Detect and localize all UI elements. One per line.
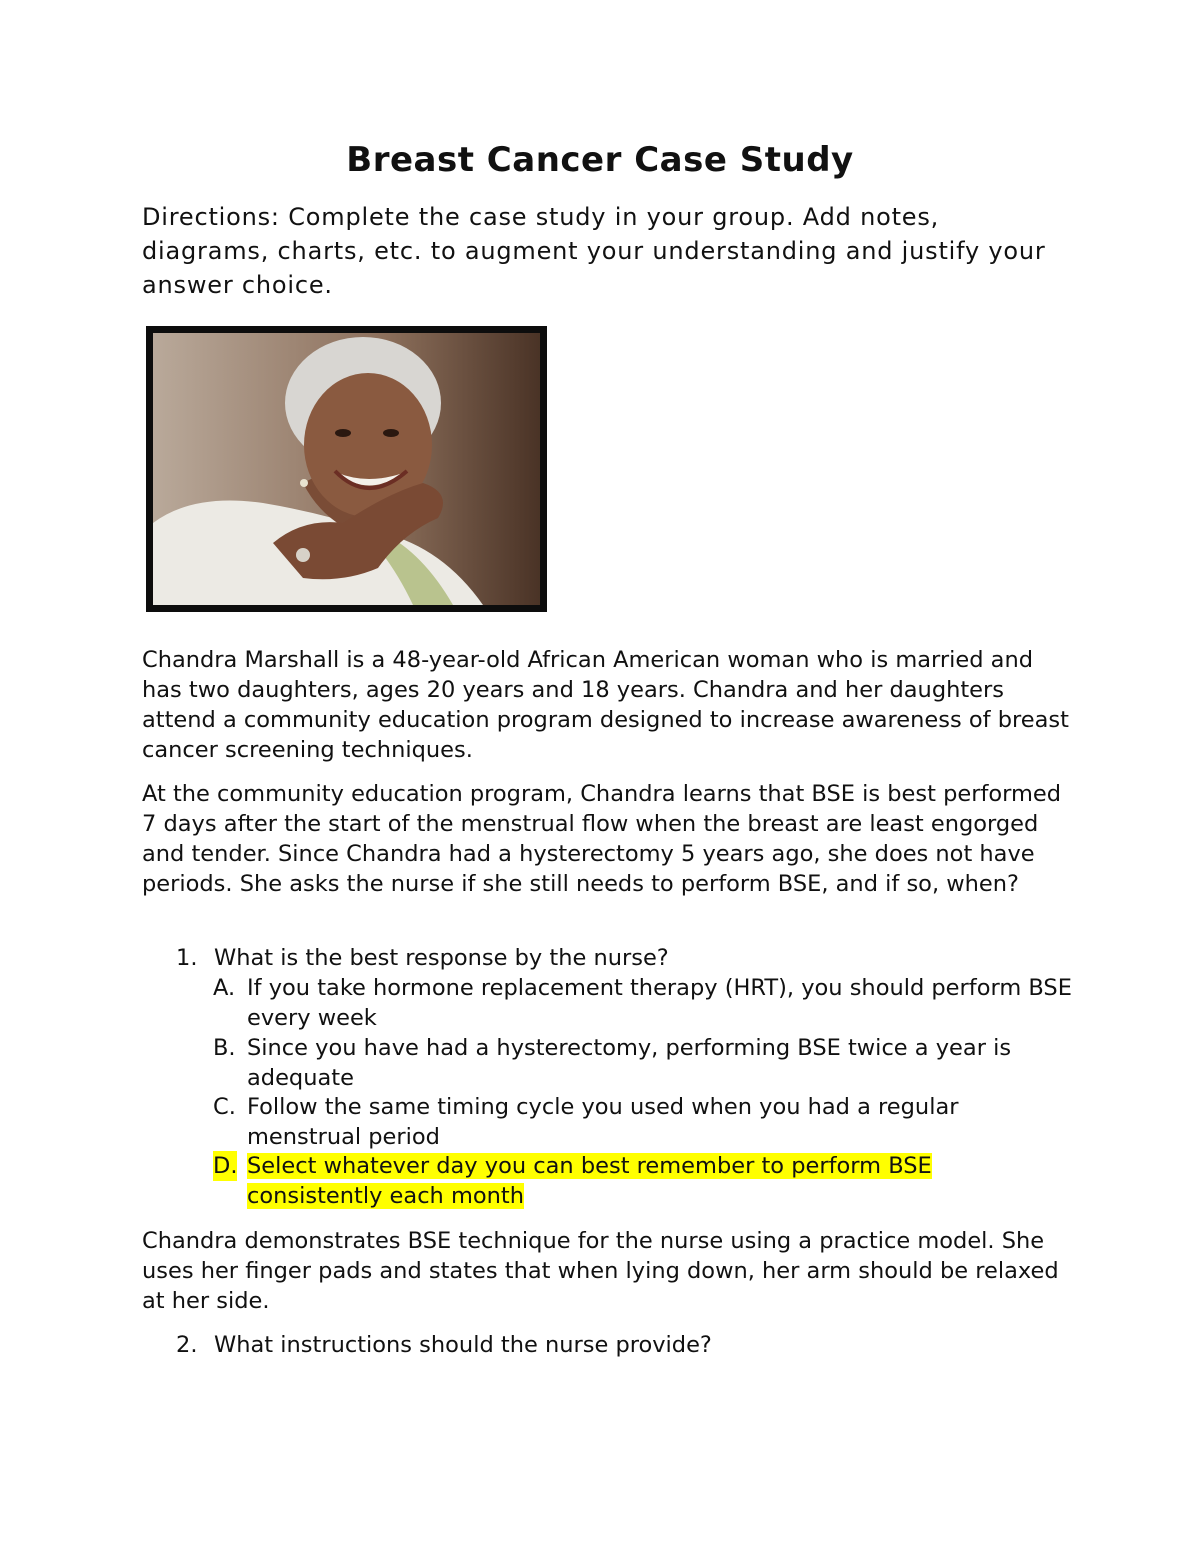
- question-2-text: What instructions should the nurse provide?: [214, 1332, 712, 1358]
- case-paragraph-demonstration: Chandra demonstrates BSE technique for the nurse using a practice model. She uses her finger pads and states that when lying down, her arm should be relaxed at her side.: [142, 1228, 1059, 1314]
- option-text: Since you have had a hysterectomy, performing BSE twice a year is adequate: [247, 1035, 1012, 1091]
- answer-option-a: [213, 973, 1073, 1033]
- question-2-number: 2.: [176, 1332, 198, 1358]
- option-text-wrapper: [213, 1151, 1073, 1211]
- portrait-photo: [146, 326, 547, 612]
- highlighted-answer-text: Select whatever day you can best remember to perform BSE consistently each month: [247, 1153, 932, 1209]
- option-text: If you take hormone replacement therapy (HRT), you should perform BSE every week: [247, 975, 1072, 1031]
- directions-text: Directions: Complete the case study in your group. Add notes, diagrams, charts, etc. to augment your understanding and justify your answer choice.: [142, 203, 1046, 299]
- question-2: [176, 1330, 1076, 1360]
- case-paragraph-intro: Chandra Marshall is a 48-year-old African American woman who is married and has two daughters, ages 20 years and 18 years. Chandra and her daughters attend a community education program designed to increase awareness of breast cancer screening techniques.: [142, 647, 1069, 763]
- case-paragraph-bse: At the community education program, Chandra learns that BSE is best performed 7 days after the start of the menstrual flow when the breast are least engorged and tender. Since Chandra had a hysterectomy 5 years ago, she does not have periods. She asks the nurse if she still needs to perform BSE, and if so, when?: [142, 781, 1062, 897]
- page-title: Breast Cancer Case Study: [346, 140, 854, 180]
- option-text: Follow the same timing cycle you used when you had a regular menstrual period: [247, 1094, 959, 1150]
- option-letter: D.: [213, 1153, 238, 1179]
- question-1: [176, 943, 1076, 973]
- option-letter: B.: [213, 1035, 236, 1061]
- question-1-number: 1.: [176, 945, 198, 971]
- answer-option-c: [213, 1092, 1073, 1152]
- question-1-text: What is the best response by the nurse?: [214, 945, 669, 971]
- option-letter: C.: [213, 1094, 236, 1120]
- option-letter: A.: [213, 975, 236, 1001]
- portrait-photo-icon: [153, 333, 540, 605]
- answer-option-b: [213, 1033, 1073, 1093]
- answer-option-d-highlighted: [213, 1151, 1073, 1211]
